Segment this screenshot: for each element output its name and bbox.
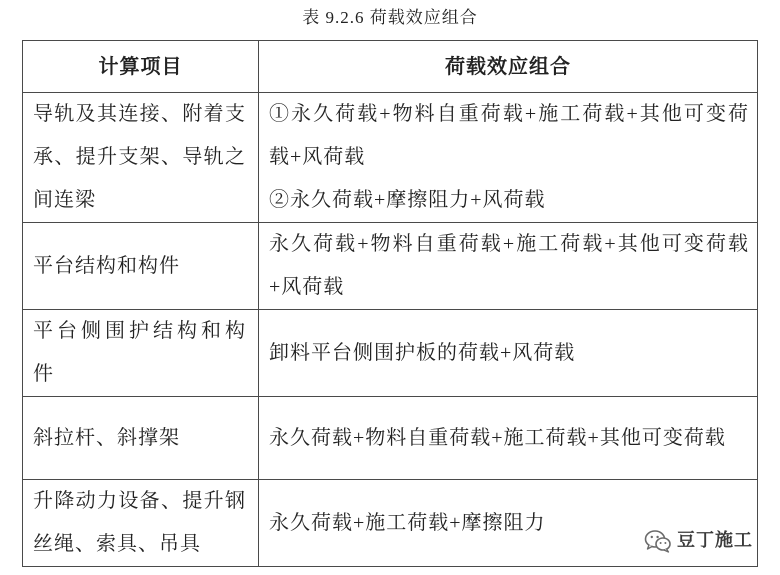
- cell-line: 斜拉杆、斜撑架: [33, 426, 180, 449]
- load-combination-table: [22, 40, 758, 567]
- watermark-text: 豆丁施工: [677, 530, 753, 551]
- calculation-item-cell: [23, 310, 259, 397]
- cell-line: +风荷载: [269, 276, 345, 298]
- table-row: [23, 93, 758, 223]
- table-row: [23, 223, 758, 310]
- calculation-item-cell: [23, 223, 259, 310]
- table-row: [23, 397, 758, 480]
- cell-line: ②永久荷载+摩擦阻力+风荷载: [269, 189, 546, 211]
- cell-line: 永久荷载+施工荷载+摩擦阻力: [269, 511, 546, 534]
- cell-line: ①永久荷载+物料自重荷载+施工荷载+其他可变荷: [269, 103, 749, 125]
- cell-line: 丝绳、索具、吊具: [33, 533, 201, 555]
- cell-line: 卸料平台侧围护板的荷载+风荷载: [269, 341, 576, 364]
- cell-line: 永久荷载+物料自重荷载+施工荷载+其他可变荷载: [269, 426, 726, 449]
- cell-line: 载+风荷载: [269, 146, 366, 168]
- table-row: [23, 310, 758, 397]
- load-combination-cell: [259, 93, 758, 223]
- calculation-item-cell: [23, 480, 259, 567]
- cell-line: 升降动力设备、提升钢: [33, 490, 246, 512]
- load-combination-cell: [259, 397, 758, 480]
- header-load-combination: 荷载效应组合: [259, 41, 758, 93]
- load-combination-cell: [259, 223, 758, 310]
- table-header-row: [23, 41, 758, 93]
- table-title: 表 9.2.6 荷载效应组合: [302, 8, 478, 27]
- header-calculation-item: 计算项目: [23, 41, 259, 93]
- calculation-item-cell: [23, 397, 259, 480]
- cell-line: 承、提升支架、导轨之: [33, 146, 246, 168]
- wechat-icon: [644, 529, 672, 553]
- cell-line: 导轨及其连接、附着支: [33, 103, 246, 125]
- cell-line: 间连梁: [33, 189, 96, 211]
- load-combination-cell: [259, 310, 758, 397]
- watermark: [644, 528, 753, 554]
- cell-line: 平台侧围护结构和构: [33, 320, 246, 342]
- cell-line: 永久荷载+物料自重荷载+施工荷载+其他可变荷载: [269, 233, 749, 255]
- calculation-item-cell: [23, 93, 259, 223]
- cell-line: 平台结构和构件: [33, 254, 180, 277]
- cell-line: 件: [33, 363, 54, 385]
